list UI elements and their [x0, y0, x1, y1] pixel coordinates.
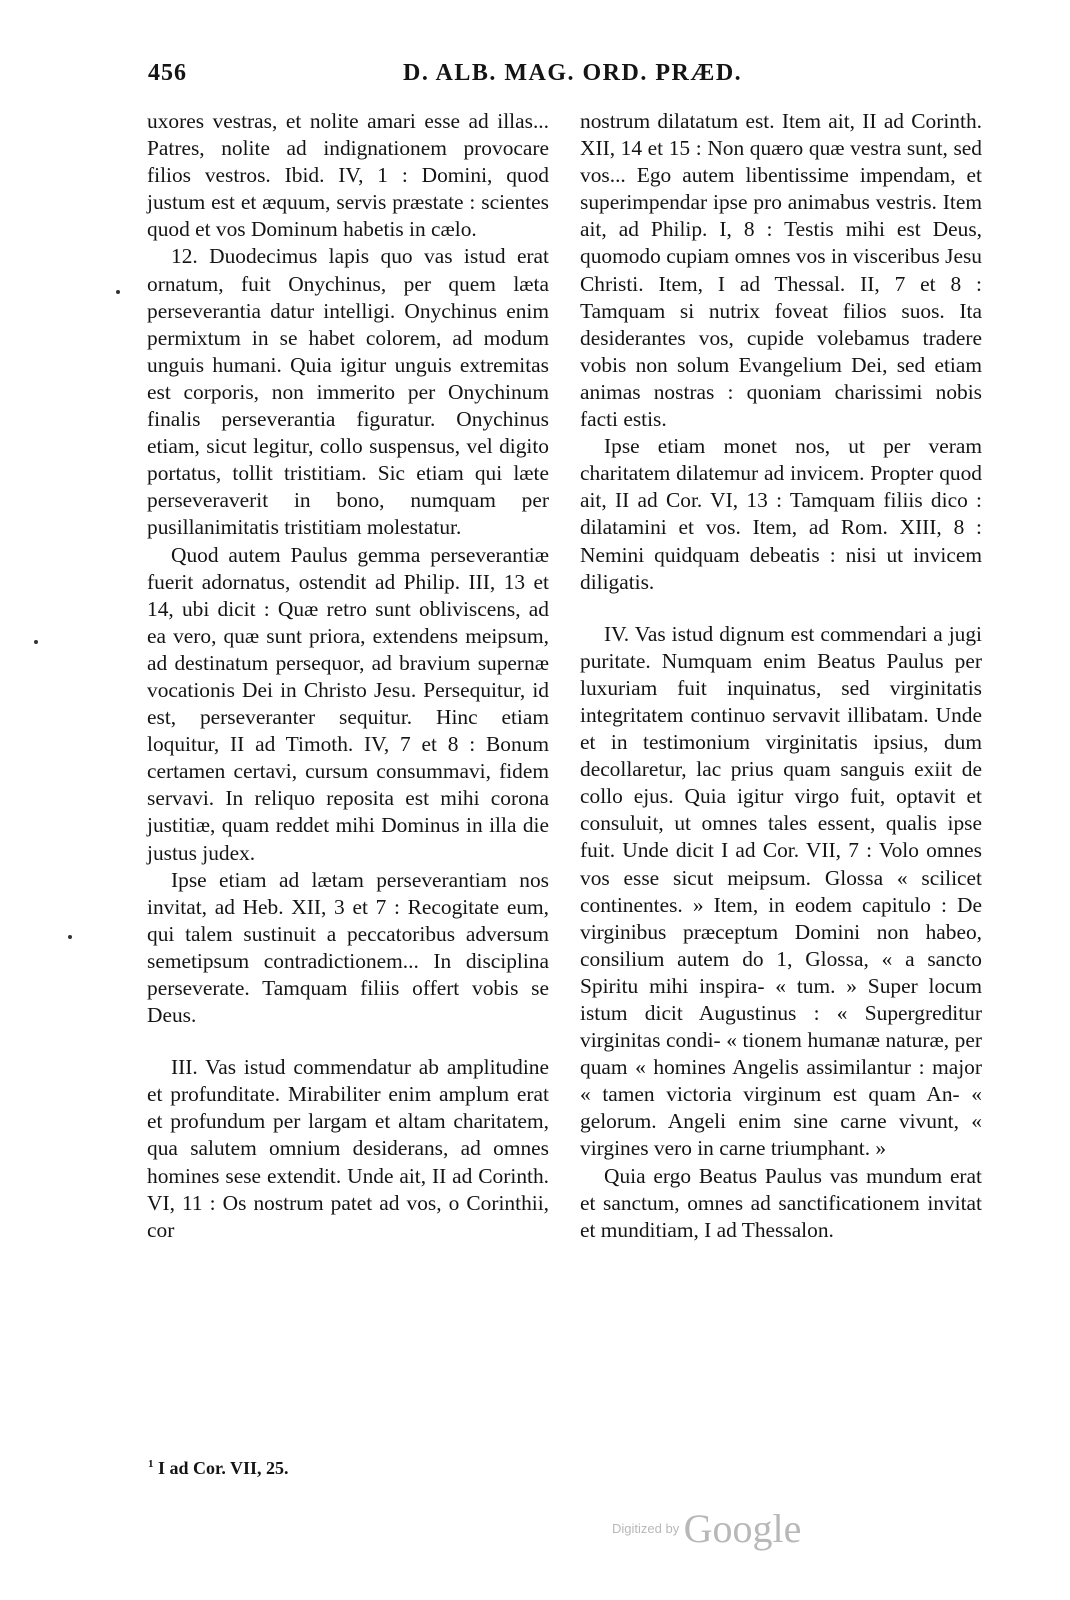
scan-speck: [34, 640, 38, 644]
right-column: [580, 108, 982, 1244]
watermark-prefix: Digitized by: [612, 1521, 680, 1536]
scan-speck: [116, 290, 120, 294]
footnote: [148, 1458, 289, 1479]
left-paragraph-1: uxores vestras, et nolite amari esse ad illas... Patres, nolite ad indignationem provocare filios vestros. Ibid. IV, 1 : Domini, quod justum est et æquum, servis præstate : scientes quod et vos Dominum habetis in cælo.: [147, 109, 549, 242]
left-paragraph-4: Ipse etiam ad lætam perseverantiam nos invitat, ad Heb. XII, 3 et 7 : Recogitate eum, qui talem sustinuit a peccatoribus adversum semetipsum contradictionem... In disciplina perseverate. Tamquam filiis offert vobis se Deus.: [147, 867, 549, 1028]
right-paragraph-2: Ipse etiam monet nos, ut per veram charitatem dilatemur ad invicem. Propter quod ait, II ad Cor. VI, 13 : Tamquam filiis dico : dilatamini et vos. Item, ad Rom. XIII, 8 : Nemini quidquam debeatis : nisi ut invicem diligatis.: [580, 434, 982, 594]
running-title: D. ALB. MAG. ORD. PRÆD.: [403, 60, 743, 86]
left-column: [147, 108, 549, 1244]
page-header: [148, 60, 980, 96]
footnote-marker: 1: [148, 1458, 154, 1470]
google-logo: Google: [683, 1506, 802, 1551]
left-paragraph-2: 12. Duodecimus lapis quo vas istud erat ornatum, fuit Onychinus, per quem læta perseverantia datur intelligi. Onychinus enim permixtum in se habet colorem, ad modum unguis humani. Quia igitur unguis extremitas est corporis, non immerito per Onychinum finalis perseverantia figuratur. Onychinus etiam, sicut legitur, collo suspensus, vel digito portatus, tollit tristitiam. Sic etiam qui læte perseveraverit in bono, numquam per pusillanimitatis tristitiam molestatur.: [147, 244, 549, 540]
right-paragraph-1: nostrum dilatatum est. Item ait, II ad Corinth. XII, 14 et 15 : Non quæro quæ vestra sunt, sed vos... Ego autem libentissime impendam, et superimpendar ipse pro animabus vestris. Item ait, ad Philip. I, 8 : Testis mihi est Deus, quomodo cupiam omnes vos in visceribus Jesu Christi. Item, I ad Thessal. II, 7 et 8 : Tamquam si nutrix foveat filios suos. Ita desiderantes vos, cupide volebamus tradere vobis non solum Evangelium Dei, sed etiam animas nostras : quoniam charissimi nobis facti estis.: [580, 109, 982, 432]
page-number: 456: [148, 60, 187, 86]
left-paragraph-3: Quod autem Paulus gemma perseverantiæ fuerit adornatus, ostendit ad Philip. III, 13 et 14, ubi dicit : Quæ retro sunt obliviscens, ad ea vero, quæ sunt priora, extendens meipsum, ad destinatum persequor, ad bravium supernæ vocationis Dei in Christo Jesu. Persequitur, id est, perseveranter sequitur. Hinc etiam loquitur, II ad Timoth. IV, 7 et 8 : Bonum certamen certavi, cursum consummavi, fidem servavi. In reliquo reposita est mihi corona justitiæ, quam reddet mihi Dominus in illa die justus judex.: [147, 542, 549, 865]
digitized-watermark: [612, 1505, 801, 1552]
right-paragraph-4: Quia ergo Beatus Paulus vas mundum erat et sanctum, omnes ad sanctificationem invitat et munditiam, I ad Thessalon.: [580, 1163, 982, 1242]
scan-speck: [68, 935, 72, 939]
footnote-text: I ad Cor. VII, 25.: [158, 1458, 289, 1478]
left-section-III: III. Vas istud commendatur ab amplitudine et profunditate. Mirabiliter enim amplum erat et profundum per largam et altam charitatem, qua salutem omnium desiderans, ad omnes homines sese extendit. Unde ait, II ad Corinth. VI, 11 : Os nostrum patet ad vos, o Corinthii, cor: [147, 1055, 549, 1242]
right-section-IV: IV. Vas istud dignum est commendari a jugi puritate. Numquam enim Beatus Paulus per luxuriam fuit inquinatus, sed virginitatis integritatem continuo servavit illibatam. Unde et in testimonium virginitatis ipsius, dum decollaretur, lac prius quam sanguis exiit de collo ejus. Quia igitur virgo fuit, optavit et consuluit, ut omnes tales essent, qualis ipse fuit. Unde dicit I ad Cor. VII, 7 : Volo omnes vos esse sicut meipsum. Glossa « scilicet continentes. » Item, in eodem capitulo : De virginibus præceptum Domini non habeo, consilium autem do 1, Glossa, « a sancto Spiritu mihi inspira- « tum. » Super locum istum dicit Augustinus : « Supergreditur virginitas condi- « tionem humanæ naturæ, per quam « homines Angelis assimilantur : major « tamen victoria virginum est quam An- « gelorum. Angeli enim sine carne vivunt, « virgines vero in carne triumphant. »: [580, 621, 982, 1161]
